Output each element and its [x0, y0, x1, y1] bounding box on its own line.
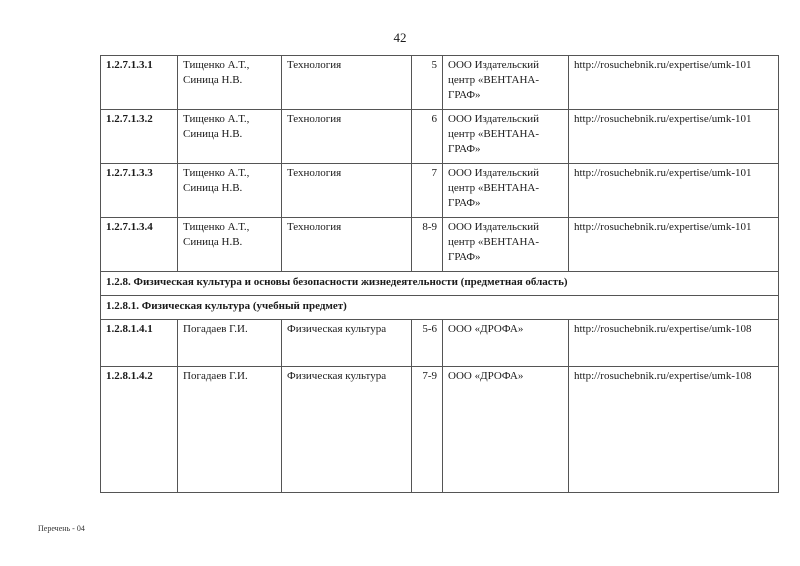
publisher-cell: [443, 218, 569, 272]
publisher-line: ГРАФ»: [448, 89, 481, 101]
authors-cell: [178, 56, 282, 110]
document-footer: Перечень - 04: [38, 524, 85, 533]
url-link[interactable]: http://rosuchebnik.ru/expertise/umk-101: [569, 56, 779, 110]
table-row: [101, 320, 779, 367]
authors-cell: [178, 110, 282, 164]
publisher-cell: [443, 164, 569, 218]
publisher-line: ООО Издательский: [448, 113, 540, 125]
authors-cell: [178, 218, 282, 272]
table-row: [101, 164, 779, 218]
author-line: Синица Н.В.: [183, 74, 243, 86]
title-cell: Технология: [282, 218, 412, 272]
publisher-line: центр «ВЕНТАНА-: [448, 74, 540, 86]
section-heading-row: [101, 296, 779, 320]
publisher-line: центр «ВЕНТАНА-: [448, 236, 540, 248]
item-code: 1.2.7.1.3.2: [101, 110, 178, 164]
publisher-line: центр «ВЕНТАНА-: [448, 182, 540, 194]
section-heading-row: [101, 272, 779, 296]
item-code: 1.2.7.1.3.4: [101, 218, 178, 272]
url-link[interactable]: http://rosuchebnik.ru/expertise/umk-101: [569, 218, 779, 272]
grade-cell: 7: [412, 164, 443, 218]
authors-cell: [178, 164, 282, 218]
publisher-line: ГРАФ»: [448, 251, 481, 263]
table-row: [101, 56, 779, 110]
title-cell: Технология: [282, 56, 412, 110]
textbook-list-table: [100, 55, 779, 493]
page-number: 42: [393, 30, 407, 45]
author-line: Синица Н.В.: [183, 128, 243, 140]
url-link[interactable]: http://rosuchebnik.ru/expertise/umk-108: [569, 320, 779, 367]
grade-cell: 6: [412, 110, 443, 164]
title-cell: Технология: [282, 164, 412, 218]
item-code: 1.2.7.1.3.3: [101, 164, 178, 218]
url-link[interactable]: http://rosuchebnik.ru/expertise/umk-101: [569, 164, 779, 218]
publisher-line: центр «ВЕНТАНА-: [448, 128, 540, 140]
title-cell: Физическая культура: [282, 367, 412, 493]
publisher-line: ГРАФ»: [448, 197, 481, 209]
subject-area-heading: 1.2.8. Физическая культура и основы безопасности жизнедеятельности (предметная область): [101, 272, 779, 296]
publisher-line: ООО Издательский: [448, 167, 540, 179]
title-cell: Технология: [282, 110, 412, 164]
author-line: Синица Н.В.: [183, 236, 243, 248]
grade-cell: 5: [412, 56, 443, 110]
title-cell: Физическая культура: [282, 320, 412, 367]
item-code: 1.2.8.1.4.1: [101, 320, 178, 367]
url-link[interactable]: http://rosuchebnik.ru/expertise/umk-101: [569, 110, 779, 164]
publisher-cell: ООО «ДРОФА»: [443, 367, 569, 493]
author-line: Тищенко А.Т.,: [183, 167, 250, 179]
author-line: Тищенко А.Т.,: [183, 221, 250, 233]
publisher-line: ООО Издательский: [448, 221, 540, 233]
authors-cell: Погадаев Г.И.: [178, 367, 282, 493]
grade-cell: 8-9: [412, 218, 443, 272]
table-row: [101, 367, 779, 493]
publisher-cell: [443, 110, 569, 164]
grade-cell: 7-9: [412, 367, 443, 493]
item-code: 1.2.8.1.4.2: [101, 367, 178, 493]
publisher-line: ГРАФ»: [448, 143, 481, 155]
authors-cell: Погадаев Г.И.: [178, 320, 282, 367]
url-link[interactable]: http://rosuchebnik.ru/expertise/umk-108: [569, 367, 779, 493]
publisher-line: ООО Издательский: [448, 59, 540, 71]
publisher-cell: [443, 56, 569, 110]
table-row: [101, 218, 779, 272]
author-line: Тищенко А.Т.,: [183, 113, 250, 125]
table-row: [101, 110, 779, 164]
publisher-cell: ООО «ДРОФА»: [443, 320, 569, 367]
author-line: Тищенко А.Т.,: [183, 59, 250, 71]
grade-cell: 5-6: [412, 320, 443, 367]
subject-heading: 1.2.8.1. Физическая культура (учебный предмет): [101, 296, 779, 320]
item-code: 1.2.7.1.3.1: [101, 56, 178, 110]
author-line: Синица Н.В.: [183, 182, 243, 194]
